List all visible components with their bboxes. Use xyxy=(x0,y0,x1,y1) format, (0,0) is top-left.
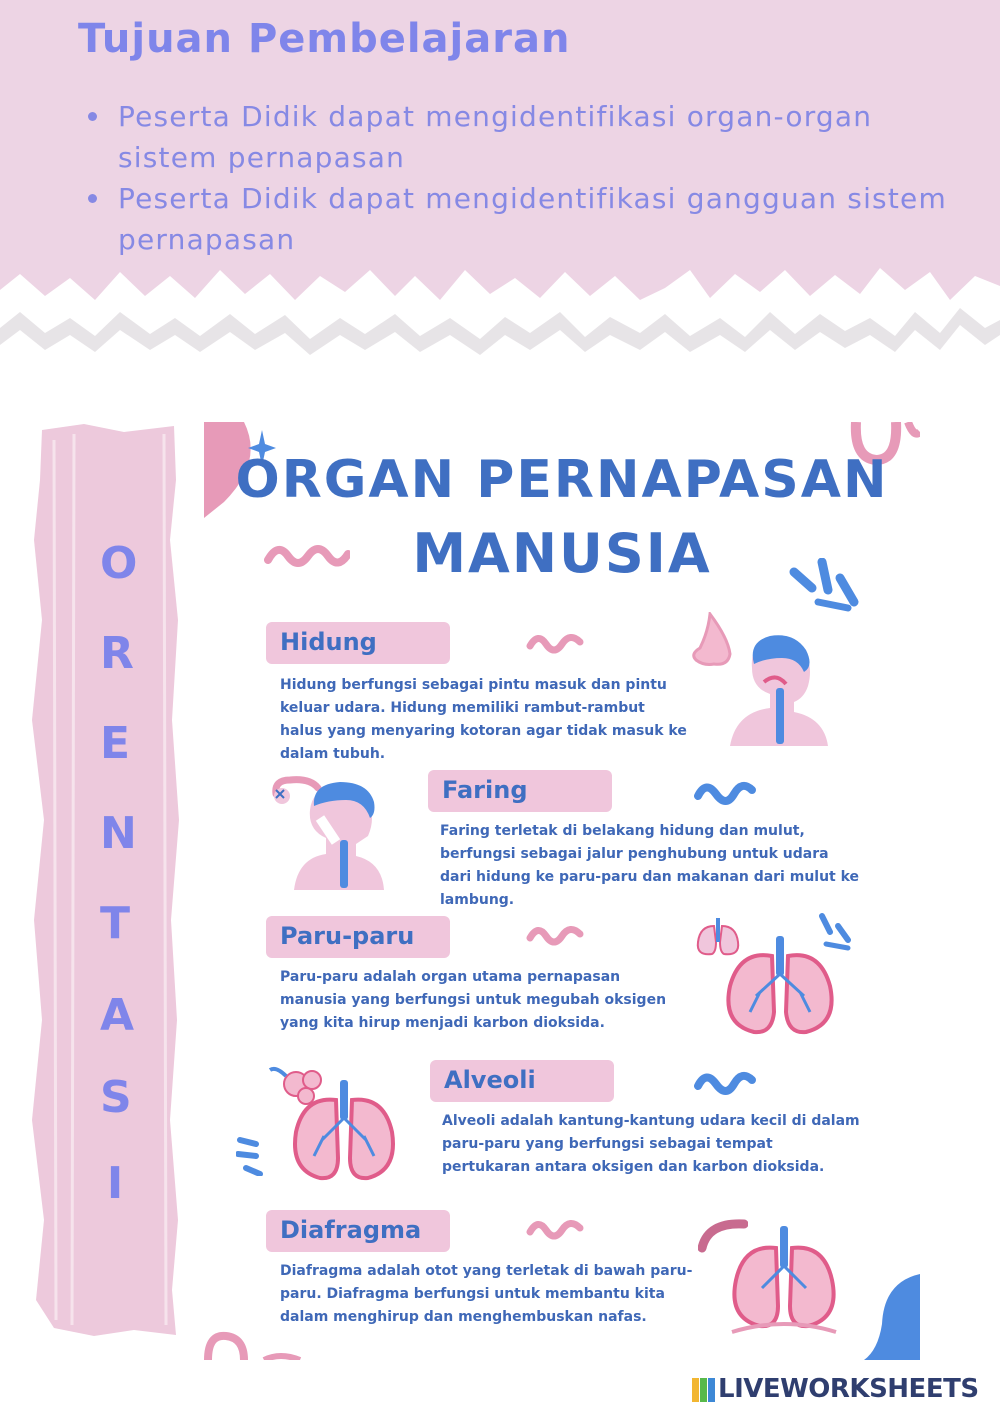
pink-squiggle-icon xyxy=(526,922,586,948)
objective-item xyxy=(88,178,978,260)
blue-burst-icon xyxy=(816,912,856,952)
side-letter: N xyxy=(100,808,137,859)
organ-label-hidung xyxy=(266,622,450,664)
infographic-title-line2: MANUSIA xyxy=(412,522,712,585)
liveworksheets-logo-icon xyxy=(692,1378,716,1402)
objectives-list xyxy=(88,96,978,260)
organ-name: Diafragma xyxy=(280,1216,422,1244)
organ-description: Hidung berfungsi sebagai pintu masuk dan pintu keluar udara. Hidung memiliki rambut-rambut halus yang menyaring kotoran agar tidak masuk ke dalam tubuh. xyxy=(280,677,687,762)
side-letter: T xyxy=(100,898,131,949)
objective-item xyxy=(88,96,978,178)
organ-label-paru-paru xyxy=(266,916,450,958)
bullet-icon xyxy=(88,112,97,121)
organ-name: Hidung xyxy=(280,628,377,656)
blue-corner-shape-icon xyxy=(864,1274,920,1360)
organ-label-faring xyxy=(428,770,612,812)
alveoli-icon xyxy=(288,1078,400,1182)
infographic-card xyxy=(204,422,920,1360)
pink-loop-bottom-icon xyxy=(204,1322,314,1360)
organ-label-alveoli xyxy=(430,1060,614,1102)
diaphragm-lungs-icon xyxy=(724,1222,844,1334)
watermark-text: LIVEWORKSHEETS xyxy=(718,1374,979,1404)
blue-squiggle-icon xyxy=(694,778,756,806)
infographic-title-line1: ORGAN PERNAPASAN xyxy=(235,450,889,510)
organ-name: Paru-paru xyxy=(280,922,415,950)
objective-text: Peserta Didik dapat mengidentifikasi organ-organ sistem pernapasan xyxy=(118,100,873,174)
blue-burst-icon xyxy=(236,1132,268,1176)
organ-name: Faring xyxy=(442,776,528,804)
learning-objectives-title: Tujuan Pembelajaran xyxy=(78,16,571,62)
side-letter: R xyxy=(100,628,134,679)
side-letter: I xyxy=(106,1158,124,1209)
side-letter: E xyxy=(100,718,131,769)
pink-squiggle-icon xyxy=(526,1216,586,1242)
organ-description: Diafragma adalah otot yang terletak di bawah paru-paru. Diafragma berfungsi untuk membantu kita dalam menghirup dan menghembuskan nafas. xyxy=(280,1263,693,1325)
pink-squiggle-icon xyxy=(264,540,350,572)
bullet-icon xyxy=(88,194,97,203)
side-letter: O xyxy=(100,538,138,589)
organ-description: Paru-paru adalah organ utama pernapasan manusia yang berfungsi untuk megubah oksigen yang kita hirup menjadi karbon dioksida. xyxy=(280,969,667,1031)
objective-text: Peserta Didik dapat mengidentifikasi gangguan sistem pernapasan xyxy=(118,182,947,256)
organ-label-diafragma xyxy=(266,1210,450,1252)
head-airway-icon xyxy=(724,628,834,746)
head-throat-icon xyxy=(290,778,386,890)
side-letter: A xyxy=(100,990,135,1041)
pink-squiggle-icon xyxy=(526,630,586,656)
side-letter: S xyxy=(100,1072,132,1123)
blue-squiggle-icon xyxy=(694,1068,756,1096)
organ-name: Alveoli xyxy=(444,1066,536,1094)
organ-description: Faring terletak di belakang hidung dan mulut, berfungsi sebagai jalur penghubung untuk udara dari hidung ke paru-paru dan makanan dari mulut ke lambung. xyxy=(440,823,860,908)
organ-description: Alveoli adalah kantung-kantung udara kecil di dalam paru-paru yang berfungsi sebagai tempat pertukaran antara oksigen dan karbon dioksida. xyxy=(442,1113,860,1175)
blue-burst-icon xyxy=(788,558,864,614)
